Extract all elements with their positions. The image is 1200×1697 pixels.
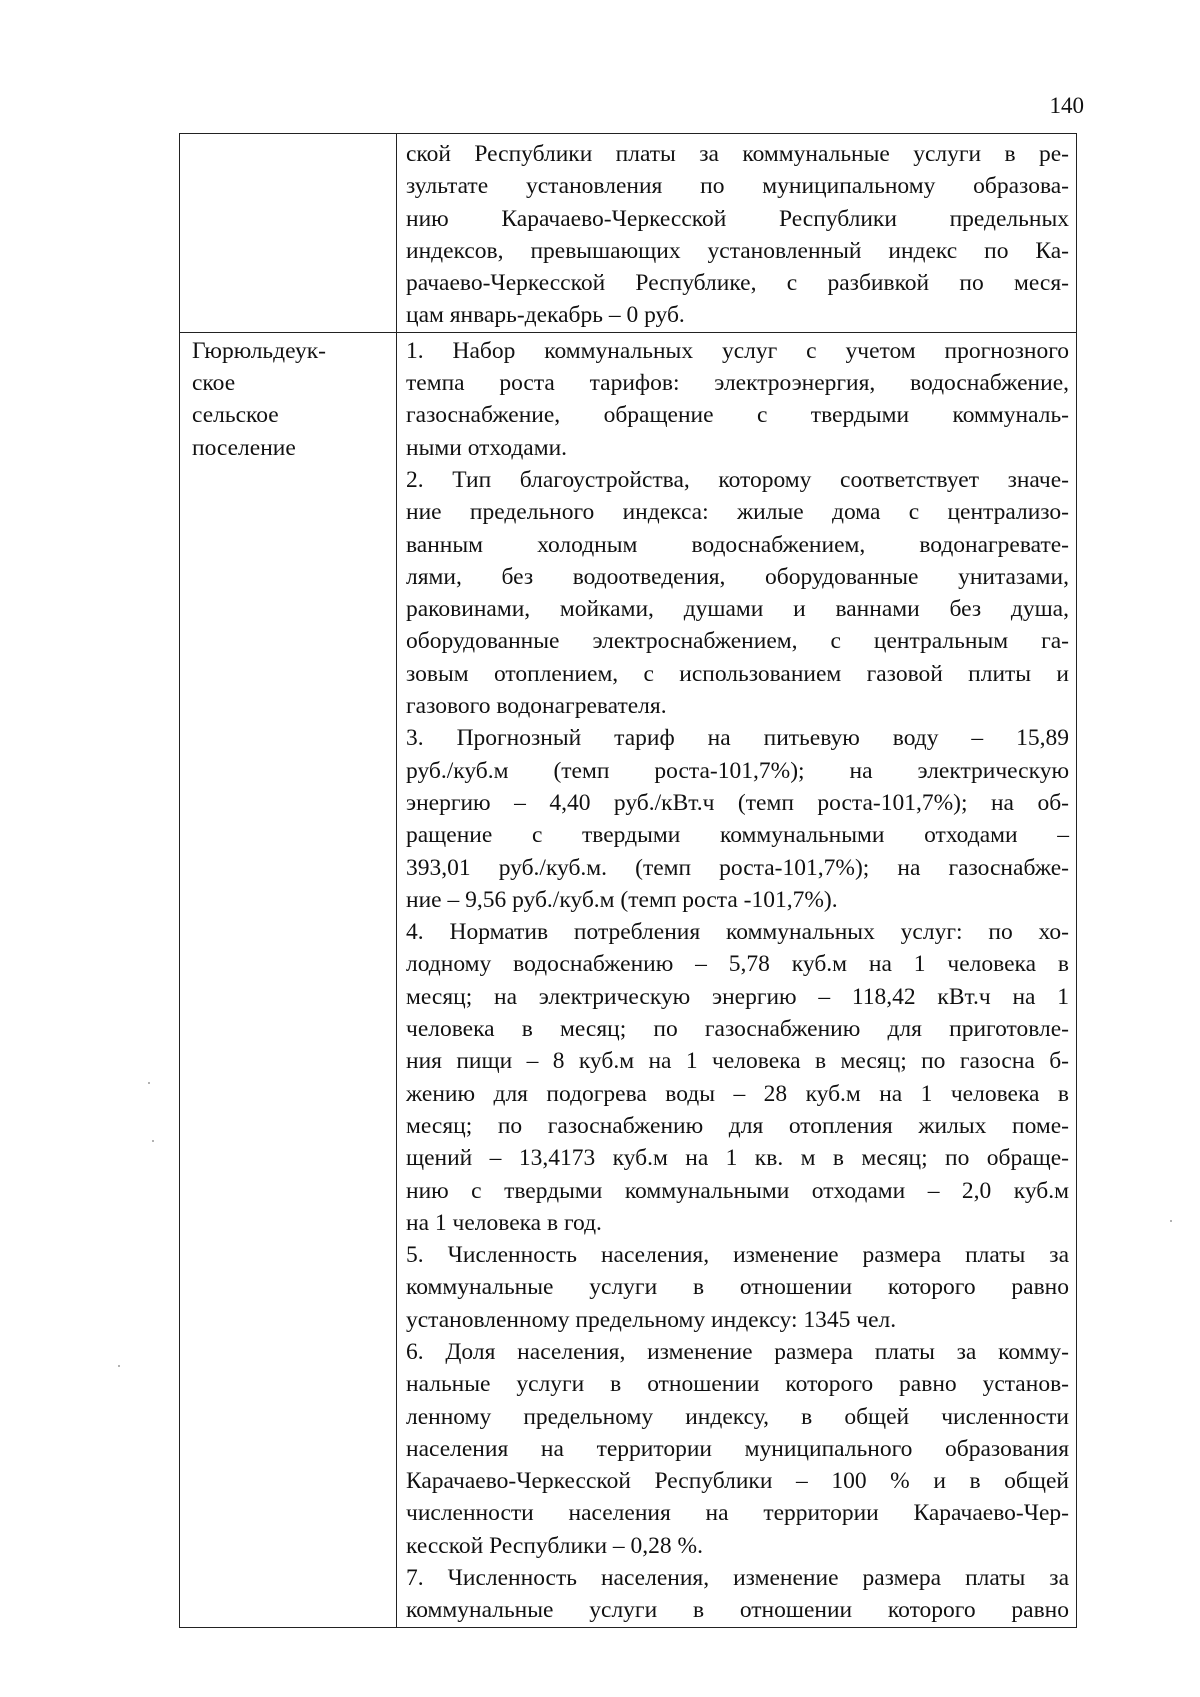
- text-line: нию Карачаево-Черкесской Республики предельных: [406, 205, 1069, 232]
- text-line: 4. Норматив потребления коммунальных услуг: по хо-: [406, 919, 1069, 946]
- text-line: лодному водоснабжению – 5,78 куб.м на 1 человека в: [406, 951, 1069, 978]
- text-line: коммунальные услуги в отношении которого равно: [406, 1274, 1069, 1301]
- text-line: коммунальные услуги в отношении которого равно: [406, 1597, 1069, 1624]
- text-line: 1. Набор коммунальных услуг с учетом прогнозного: [406, 337, 1069, 364]
- text-line: ными отходами.: [406, 434, 568, 461]
- text-line: ния пищи – 8 куб.м на 1 человека в месяц; по газосна б-: [406, 1048, 1069, 1075]
- text-line: зультате установления по муниципальному образова-: [406, 173, 1069, 200]
- scan-speck: [152, 1140, 154, 1142]
- text-line: цам январь-декабрь – 0 руб.: [406, 302, 685, 329]
- settlement-details-cell: [397, 332, 1077, 1627]
- settlement-name-cell: [180, 332, 397, 1627]
- text-line: установленному предельному индексу: 1345 чел.: [406, 1306, 897, 1333]
- text-line: 5. Численность населения, изменение размера платы за: [406, 1242, 1069, 1269]
- text-line: ращение с твердыми коммунальными отходами –: [406, 822, 1069, 849]
- text-line: 7. Численность населения, изменение размера платы за: [406, 1565, 1069, 1592]
- text-line: рачаево-Черкесской Республике, с разбивкой по меся-: [406, 270, 1069, 297]
- tariff-table: [179, 133, 1077, 1628]
- scan-speck: [148, 1082, 150, 1084]
- settlement-cell-empty: [180, 134, 397, 333]
- text-line: темпа роста тарифов: электроэнергия, водоснабжение,: [406, 370, 1069, 397]
- scan-speck: [118, 1365, 120, 1367]
- text-line: месяц; по газоснабжению для отопления жилых поме-: [406, 1112, 1069, 1139]
- text-line: численности населения на территории Карачаево-Чер-: [406, 1500, 1069, 1527]
- text-line: ванным холодным водоснабжением, водонагревате-: [406, 531, 1069, 558]
- text-line: населения на территории муниципального образования: [406, 1435, 1069, 1462]
- text-line: ние – 9,56 руб./куб.м (темп роста -101,7%).: [406, 886, 838, 913]
- text-line: нию с твердыми коммунальными отходами – 2,0 куб.м: [406, 1177, 1069, 1204]
- text-line: жению для подогрева воды – 28 куб.м на 1 человека в: [406, 1080, 1069, 1107]
- settlement-name-line: ское: [192, 370, 236, 397]
- text-line: зовым отоплением, с использованием газовой плиты и: [406, 660, 1069, 687]
- text-line: 6. Доля населения, изменение размера платы за комму-: [406, 1338, 1069, 1365]
- text-line: оборудованные электроснабжением, с центральным га-: [406, 628, 1069, 655]
- text-line: человека в месяц; по газоснабжению для приготовле-: [406, 1016, 1069, 1043]
- text-line: газового водонагревателя.: [406, 693, 667, 720]
- text-line: ние предельного индекса: жилые дома с централизо-: [406, 499, 1069, 526]
- table-row-continuation: [180, 134, 1077, 333]
- text-line: индексов, превышающих установленный индекс по Ка-: [406, 237, 1069, 264]
- text-line: щений – 13,4173 куб.м на 1 кв. м в месяц; по обраще-: [406, 1145, 1069, 1172]
- table-row-settlement: [180, 332, 1077, 1627]
- settlement-name-line: сельское: [192, 402, 279, 429]
- settlement-name-line: поселение: [192, 434, 296, 461]
- page-number: 140: [1049, 93, 1084, 118]
- text-line: Карачаево-Черкесской Республики – 100 % и в общей: [406, 1468, 1069, 1495]
- text-line: лями, без водоотведения, оборудованные унитазами,: [406, 563, 1069, 590]
- settlement-name-line: Гюрюльдеук-: [192, 337, 326, 364]
- text-line: на 1 человека в год.: [406, 1209, 602, 1236]
- text-line: газоснабжение, обращение с твердыми коммуналь-: [406, 402, 1069, 429]
- continuation-text-cell: [397, 134, 1077, 333]
- text-line: нальные услуги в отношении которого равно установ-: [406, 1371, 1069, 1398]
- text-line: месяц; на электрическую энергию – 118,42 кВт.ч на 1: [406, 983, 1069, 1010]
- text-line: 393,01 руб./куб.м. (темп роста-101,7%); на газоснабже-: [406, 854, 1069, 881]
- text-line: энергию – 4,40 руб./кВт.ч (темп роста-101,7%); на об-: [406, 789, 1069, 816]
- text-line: 3. Прогнозный тариф на питьевую воду – 15,89: [406, 725, 1069, 752]
- text-line: раковинами, мойками, душами и ваннами без душа,: [406, 596, 1069, 623]
- text-line: ской Республики платы за коммунальные услуги в ре-: [406, 141, 1069, 167]
- text-line: руб./куб.м (темп роста-101,7%); на электрическую: [406, 757, 1069, 784]
- text-line: 2. Тип благоустройства, которому соответствует значе-: [406, 466, 1069, 493]
- scan-speck: [1170, 1220, 1172, 1222]
- text-line: кесской Республики – 0,28 %.: [406, 1532, 703, 1559]
- text-line: ленному предельному индексу, в общей численности: [406, 1403, 1069, 1430]
